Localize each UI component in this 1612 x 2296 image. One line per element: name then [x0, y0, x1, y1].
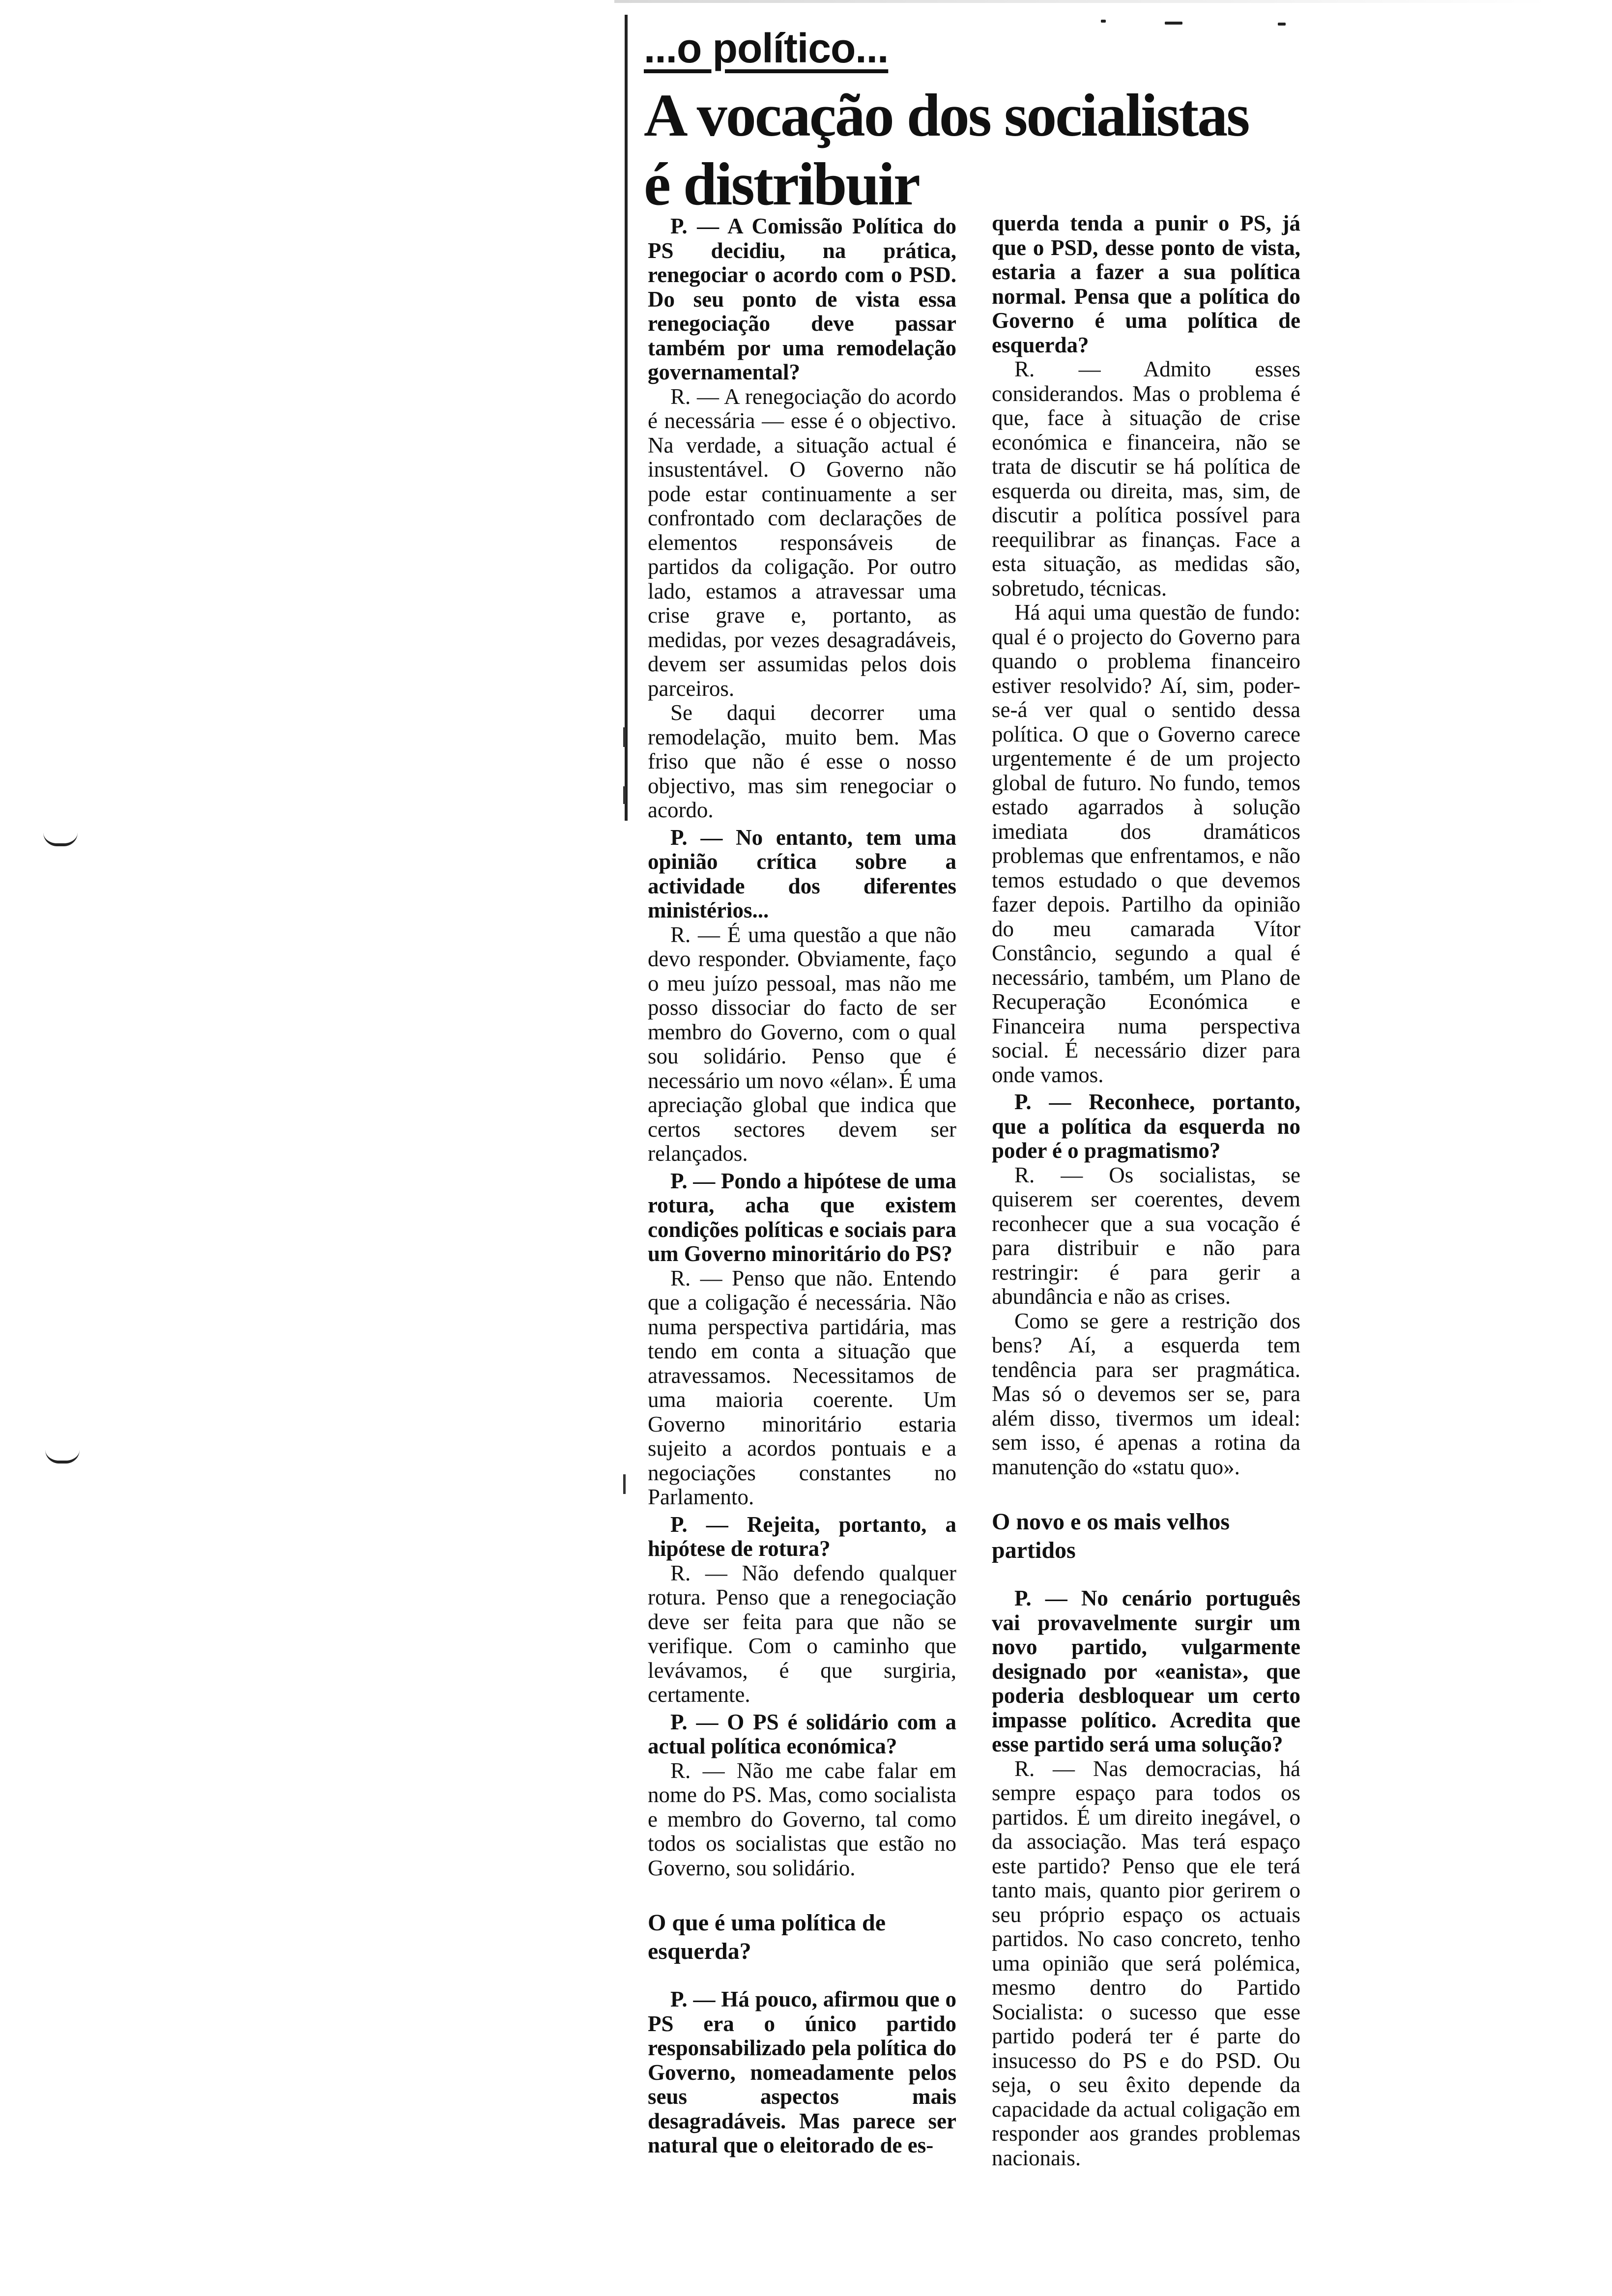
answer-paragraph: R. — Nas democracias, há sempre espaço para todos os partidos. É um direito inegável, o da associação. Mas terá espaço este partido? Penso que ele terá tanto mais, quanto pior gerirem o seu próprio espaço os actuais partidos. No caso concreto, tenho uma opinião que será polémica, mesmo dentro do Partido Socialista: o sucesso que esse partido poderá ter é parte do insucesso do PS e do PSD. Ou seja, o seu êxito depende da capacidade da actual coligação em responder aos grandes problemas nacionais.	[992, 1756, 1300, 2170]
scan-speck	[1165, 22, 1182, 25]
text-column-right	[992, 211, 1300, 2266]
answer-paragraph: Se daqui decorrer uma remodelação, muito bem. Mas friso que não é esse o nosso objectivo, mas sim renegociar o acordo.	[648, 700, 956, 822]
answer-paragraph: R. — Os socialistas, se quiserem ser coerentes, devem reconhecer que a sua vocação é para distribuir e não para restringir: é para gerir a abundância e não as crises.	[992, 1162, 1300, 1309]
answer-paragraph: R. — Não me cabe falar em nome do PS. Mas, como socialista e membro do Governo, tal como todos os socialistas que estão no Governo, sou solidário.	[648, 1758, 956, 1880]
answer-paragraph: R. — A renegociação do acordo é necessária — esse é o objectivo. Na verdade, a situação actual é insustentável. O Governo não pode estar continuamente a ser confrontado com declarações de elementos responsáveis de partidos da coligação. Por outro lado, estamos a atravessar uma crise grave e, portanto, as medidas, por vezes desagradáveis, devem ser assumidas pelos dois parceiros.	[648, 384, 956, 701]
answer-paragraph: R. — Penso que não. Entendo que a coligação é necessária. Não numa perspectiva partidária, mas tendo em conta a situação que atravessamos. Necessitamos de uma maioria coerente. Um Governo minoritário estaria sujeito a acordos pontuais e a negociações constantes no Parlamento.	[648, 1265, 956, 1509]
answer-paragraph: R. — Admito esses considerandos. Mas o problema é que, face à situação de crise económica e financeira, não se trata de discutir se há política de esquerda ou direita, mas, sim, de discutir a política possível para reequilibrar as finanças. Face a esta situação, as medidas são, sobretudo, técnicas.	[992, 357, 1300, 601]
question-paragraph: P. — No entanto, tem uma opinião crítica sobre a actividade dos diferentes ministérios...	[648, 825, 956, 922]
question-paragraph: P. — Há pouco, afirmou que o PS era o único partido responsabilizado pela política do Governo, nomeadamente pelos seus aspectos mais desagradáveis. Mas parece ser natural que o eleitorado de es-	[648, 1987, 956, 2157]
headline-line: é distribuir	[644, 150, 919, 218]
scan-speck	[623, 1474, 626, 1494]
scan-speck	[623, 727, 626, 747]
text-column-left	[648, 211, 956, 2266]
answer-paragraph: Há aqui uma questão de fundo: qual é o projecto do Governo para quando o problema financeiro estiver resolvido? Aí, sim, poder-se-á ver qual o sentido dessa política. O que o Governo carece urgentemente é de um projecto global de futuro. No fundo, temos estado agarrados à solução imediata dos dramáticos problemas que enfrentamos, e não temos estudado o que devemos fazer depois. Partilho da opinião do meu camarada Vítor Constâncio, segundo a qual é necessário, também, um Plano de Recuperação Económica e Financeira numa perspectiva social. É necessário dizer para onde vamos.	[992, 600, 1300, 1087]
question-paragraph: P. — Reconhece, portanto, que a política da esquerda no poder é o pragmatismo?	[992, 1090, 1300, 1163]
answer-paragraph: R. — Não defendo qualquer rotura. Penso que a renegociação deve ser feita para que não se verifique. Com o caminho que levávamos, é que surgiria, certamente.	[648, 1560, 956, 1707]
scan-speck	[623, 786, 626, 804]
headline-line: A vocação dos socialistas	[644, 82, 1249, 149]
question-paragraph: P. — Pondo a hipótese de uma rotura, acha que existem condições políticas e sociais para um Governo minoritário do PS?	[648, 1168, 956, 1266]
section-kicker: ...o político...	[644, 25, 889, 71]
answer-paragraph: Como se gere a restrição dos bens? Aí, a esquerda tem tendência para ser pragmática. Mas só o devemos ser se, para além disso, tivermos um ideal: sem isso, é apenas a rotina da manutenção do «statu quo».	[992, 1308, 1300, 1479]
scan-speck	[1278, 23, 1286, 26]
headline	[644, 81, 1381, 219]
question-paragraph: querda tenda a punir o PS, já que o PSD, desse ponto de vista, estaria a fazer a sua política normal. Pensa que a política do Governo é uma política de esquerda?	[992, 211, 1300, 357]
scan-speck	[1101, 20, 1106, 23]
margin-punch-mark	[43, 832, 78, 846]
question-paragraph: P. — No cenário português vai provavelmente surgir um novo partido, vulgarmente designado por «eanista», que poderia desbloquear um certo impasse político. Acredita que esse partido será uma solução?	[992, 1586, 1300, 1756]
scan-top-edge	[614, 0, 1548, 3]
column-rule	[625, 15, 628, 821]
question-paragraph: P. — Rejeita, portanto, a hipótese de rotura?	[648, 1512, 956, 1561]
subheading: O que é uma política de esquerda?	[648, 1910, 886, 1964]
question-paragraph: P. — O PS é solidário com a actual política económica?	[648, 1709, 956, 1758]
answer-paragraph: R. — É uma questão a que não devo responder. Obviamente, faço o meu juízo pessoal, mas não me posso dissociar do facto de ser membro do Governo, com o qual sou solidário. Penso que é necessário um novo «élan». É uma apreciação global que indica que certos sectores devem ser relançados.	[648, 922, 956, 1166]
subheading: O novo e os mais velhos partidos	[992, 1509, 1230, 1563]
margin-punch-mark	[45, 1450, 80, 1464]
question-paragraph: P. — A Comissão Política do PS decidiu, na prática, renegociar o acordo com o PSD. Do seu ponto de vista essa renegociação deve passar também por uma remodelação governamental?	[648, 214, 956, 384]
